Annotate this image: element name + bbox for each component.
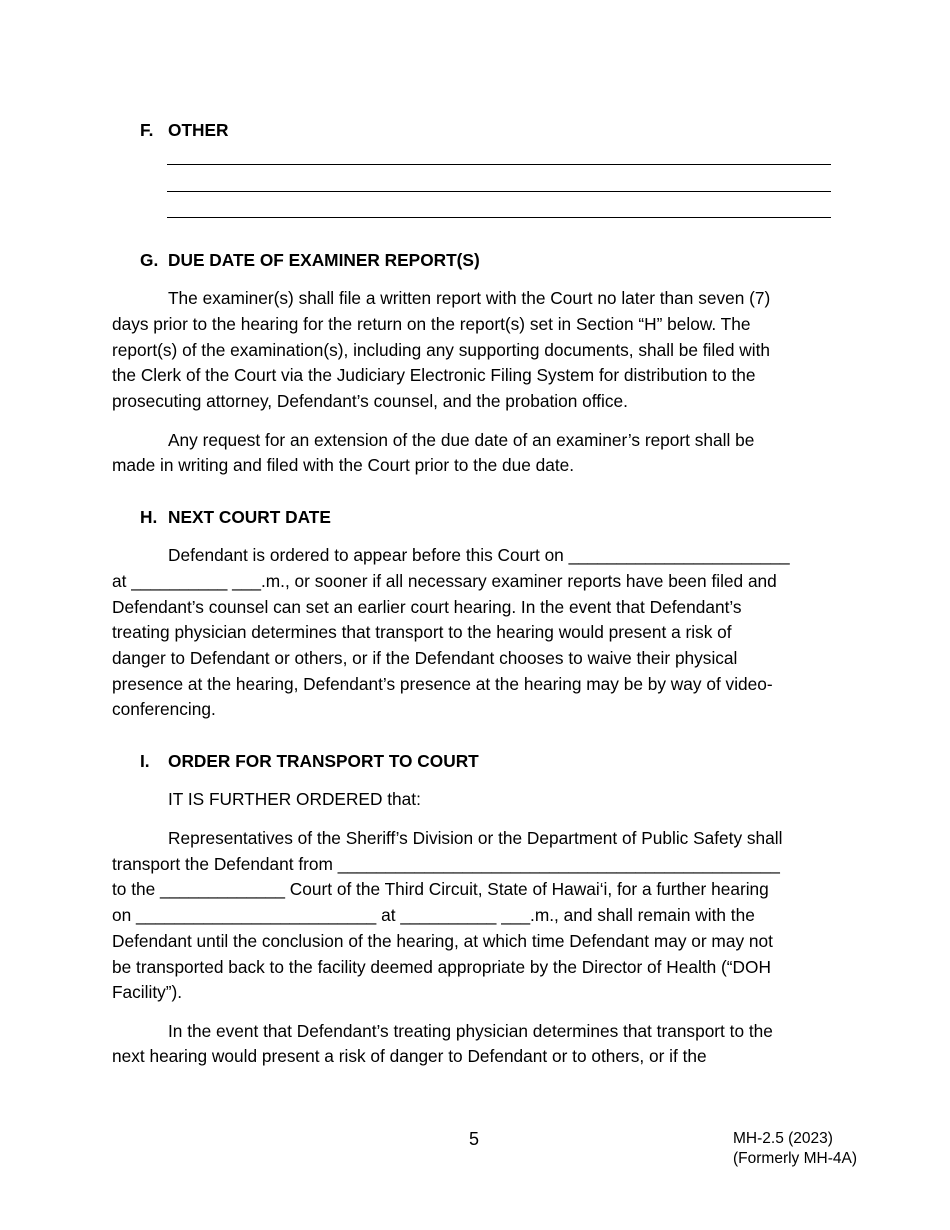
section-h-p1-line-6: presence at the hearing, Defendant’s presence at the hearing may be by way of video- <box>112 674 773 694</box>
section-i-p1-line-3: to the _____________ Court of the Third Circuit, State of Hawai‘i, for a further hearing <box>112 879 769 899</box>
other-blank-line-2[interactable] <box>167 191 831 192</box>
section-h-p1-line-3: Defendant’s counsel can set an earlier court hearing. In the event that Defendant’s <box>112 597 742 617</box>
section-g-p1-line-4: the Clerk of the Court via the Judiciary Electronic Filing System for distribution to the <box>112 365 756 385</box>
section-i-p2-line-2: next hearing would present a risk of danger to Defendant or to others, or if the <box>112 1046 707 1066</box>
form-formerly: (Formerly MH-4A) <box>733 1150 857 1167</box>
section-h-p1-line-1: Defendant is ordered to appear before this Court on _______________________ <box>168 545 790 565</box>
other-blank-line-3[interactable] <box>167 217 831 218</box>
section-i-p1-line-1: Representatives of the Sheriff’s Division or the Department of Public Safety shall <box>168 828 783 848</box>
section-h-title: NEXT COURT DATE <box>168 507 331 527</box>
section-i-p1-line-4: on _________________________ at __________ ___.m., and shall remain with the <box>112 905 755 925</box>
section-i-letter: I. <box>140 751 150 771</box>
section-g-heading <box>140 250 480 271</box>
section-g-p1-line-5: prosecuting attorney, Defendant’s counsel, and the probation office. <box>112 391 628 411</box>
section-h-heading <box>140 507 331 528</box>
section-g-title: DUE DATE OF EXAMINER REPORT(S) <box>168 250 480 270</box>
section-g-p1-line-1: The examiner(s) shall file a written report with the Court no later than seven (7) <box>168 288 771 308</box>
section-i-p0: IT IS FURTHER ORDERED that: <box>168 789 421 809</box>
section-g-p2-line-1: Any request for an extension of the due date of an examiner’s report shall be <box>168 430 755 450</box>
section-i-p1-line-6: be transported back to the facility deemed appropriate by the Director of Health (“DOH <box>112 957 771 977</box>
section-i-p1-line-2: transport the Defendant from ______________________________________________ <box>112 854 780 874</box>
section-h-p1-line-7: conferencing. <box>112 699 216 719</box>
section-i-title: ORDER FOR TRANSPORT TO COURT <box>168 751 479 771</box>
section-i-p1-line-5: Defendant until the conclusion of the hearing, at which time Defendant may or may not <box>112 931 773 951</box>
form-identifier <box>733 1129 857 1169</box>
form-id: MH-2.5 (2023) <box>733 1130 833 1147</box>
section-g-p1-line-2: days prior to the hearing for the return on the report(s) set in Section “H” below. The <box>112 314 751 334</box>
section-g-p2-line-2: made in writing and filed with the Court prior to the due date. <box>112 455 575 475</box>
section-h-p1-line-5: danger to Defendant or others, or if the Defendant chooses to waive their physical <box>112 648 738 668</box>
section-h-letter: H. <box>140 507 158 527</box>
section-i-p1-line-7: Facility”). <box>112 982 183 1002</box>
section-g-letter: G. <box>140 250 159 270</box>
page-number: 5 <box>469 1129 480 1149</box>
section-f-letter: F. <box>140 120 154 140</box>
section-f-heading <box>140 120 228 141</box>
section-i-heading <box>140 751 479 772</box>
section-h-p1-line-2: at __________ ___.m., or sooner if all necessary examiner reports have been filed and <box>112 571 777 591</box>
section-g-p1-line-3: report(s) of the examination(s), including any supporting documents, shall be filed with <box>112 340 770 360</box>
other-blank-line-1[interactable] <box>167 164 831 165</box>
section-i-p2-line-1: In the event that Defendant’s treating physician determines that transport to the <box>168 1021 773 1041</box>
section-f-title: OTHER <box>168 120 229 140</box>
section-h-p1-line-4: treating physician determines that transport to the hearing would present a risk of <box>112 622 732 642</box>
